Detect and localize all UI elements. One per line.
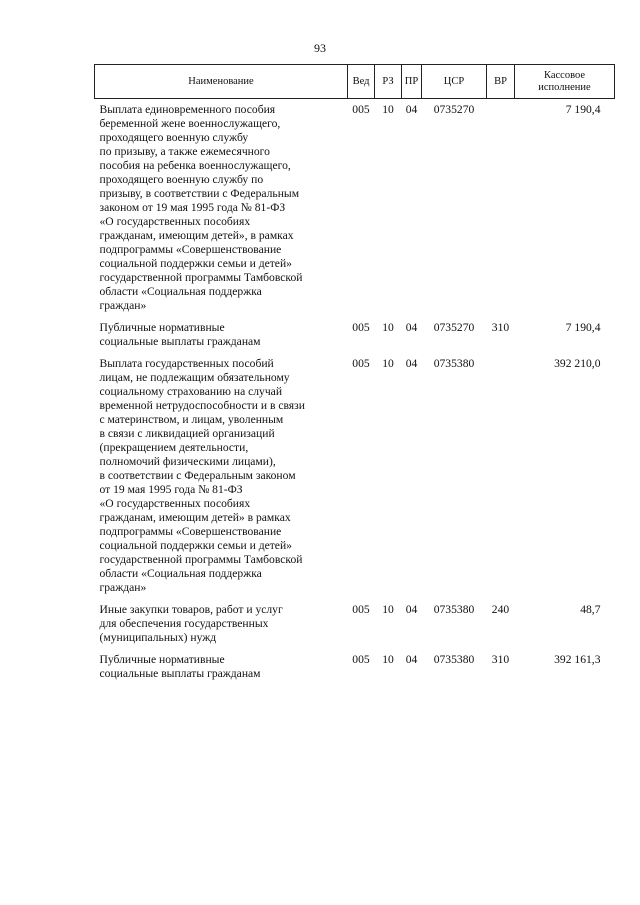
row-rz: 10 xyxy=(382,603,394,616)
row-sum: 48,7 xyxy=(580,603,601,616)
row-sum: 392 210,0 xyxy=(554,357,601,370)
table-row xyxy=(95,313,615,349)
row-ved: 005 xyxy=(352,653,370,666)
row-csr: 0735270 xyxy=(433,321,475,334)
row-pr: 04 xyxy=(405,103,418,116)
row-csr: 0735380 xyxy=(433,357,475,370)
row-csr: 0735380 xyxy=(433,653,475,666)
row-ved: 005 xyxy=(352,357,370,370)
row-pr: 04 xyxy=(405,357,418,370)
row-vr: 240 xyxy=(491,603,510,616)
budget-table xyxy=(94,64,615,681)
header-pr: ПР xyxy=(402,65,422,99)
table-row xyxy=(95,595,615,645)
header-ved: Вед xyxy=(348,65,375,99)
header-rz: РЗ xyxy=(375,65,402,99)
table-header xyxy=(95,65,615,99)
row-sum: 392 161,3 xyxy=(554,653,601,666)
row-vr: 310 xyxy=(491,321,510,334)
row-sum: 7 190,4 xyxy=(565,321,601,334)
row-vr: 310 xyxy=(491,653,510,666)
row-ved: 005 xyxy=(352,321,370,334)
row-name: Выплата государственных пособий лицам, не подлежащим обязательному социальному страхованию на случай временной нетрудоспособности и в связи с материнством, и лицам, уволенным в связи с ликвидацией организаций (прекращением деятельности, полномочий физическими лицами), в соответствии с Федеральным законом от 19 мая 1995 года № 81-ФЗ «О государственных пособиях гражданам, имеющим детей» в рамках подпрограммы «Совершенствование социальной поддержки семьи и детей» государственной программы Тамбовской области «Социальная поддержка граждан» xyxy=(99,357,305,594)
row-pr: 04 xyxy=(405,321,418,334)
row-name: Публичные нормативные социальные выплаты гражданам xyxy=(99,321,261,348)
row-name: Иные закупки товаров, работ и услуг для обеспечения государственных (муниципальных) нужд xyxy=(99,603,283,644)
row-vr xyxy=(487,99,515,314)
row-sum: 7 190,4 xyxy=(565,103,601,116)
row-rz: 10 xyxy=(382,103,394,116)
table-row xyxy=(95,349,615,595)
header-name: Наименование xyxy=(95,65,348,99)
row-rz: 10 xyxy=(382,321,394,334)
row-csr: 0735380 xyxy=(433,603,475,616)
header-vr: ВР xyxy=(487,65,515,99)
row-vr xyxy=(487,349,515,595)
page-number: 93 xyxy=(314,41,326,55)
row-pr: 04 xyxy=(405,603,418,616)
row-csr: 0735270 xyxy=(433,103,475,116)
row-ved: 005 xyxy=(352,103,370,116)
row-pr: 04 xyxy=(405,653,418,666)
table-row xyxy=(95,645,615,681)
row-name: Публичные нормативные социальные выплаты гражданам xyxy=(99,653,261,680)
row-ved: 005 xyxy=(352,603,370,616)
header-sum: Кассовое исполнение xyxy=(515,65,615,99)
row-name: Выплата единовременного пособия беременной жене военнослужащего, проходящего военную службу по призыву, а также ежемесячного пособия на ребенка военнослужащего, проходящего военную службу по призыву, в соответствии с Федеральным законом от 19 мая 1995 года № 81-ФЗ «О государственных пособиях гражданам, имеющим детей», в рамках подпрограммы «Совершенствование социальной поддержки семьи и детей» государственной программы Тамбовской области «Социальная поддержка граждан» xyxy=(99,103,303,312)
row-rz: 10 xyxy=(382,357,394,370)
row-rz: 10 xyxy=(382,653,394,666)
header-csr: ЦСР xyxy=(422,65,487,99)
table-row xyxy=(95,99,615,314)
